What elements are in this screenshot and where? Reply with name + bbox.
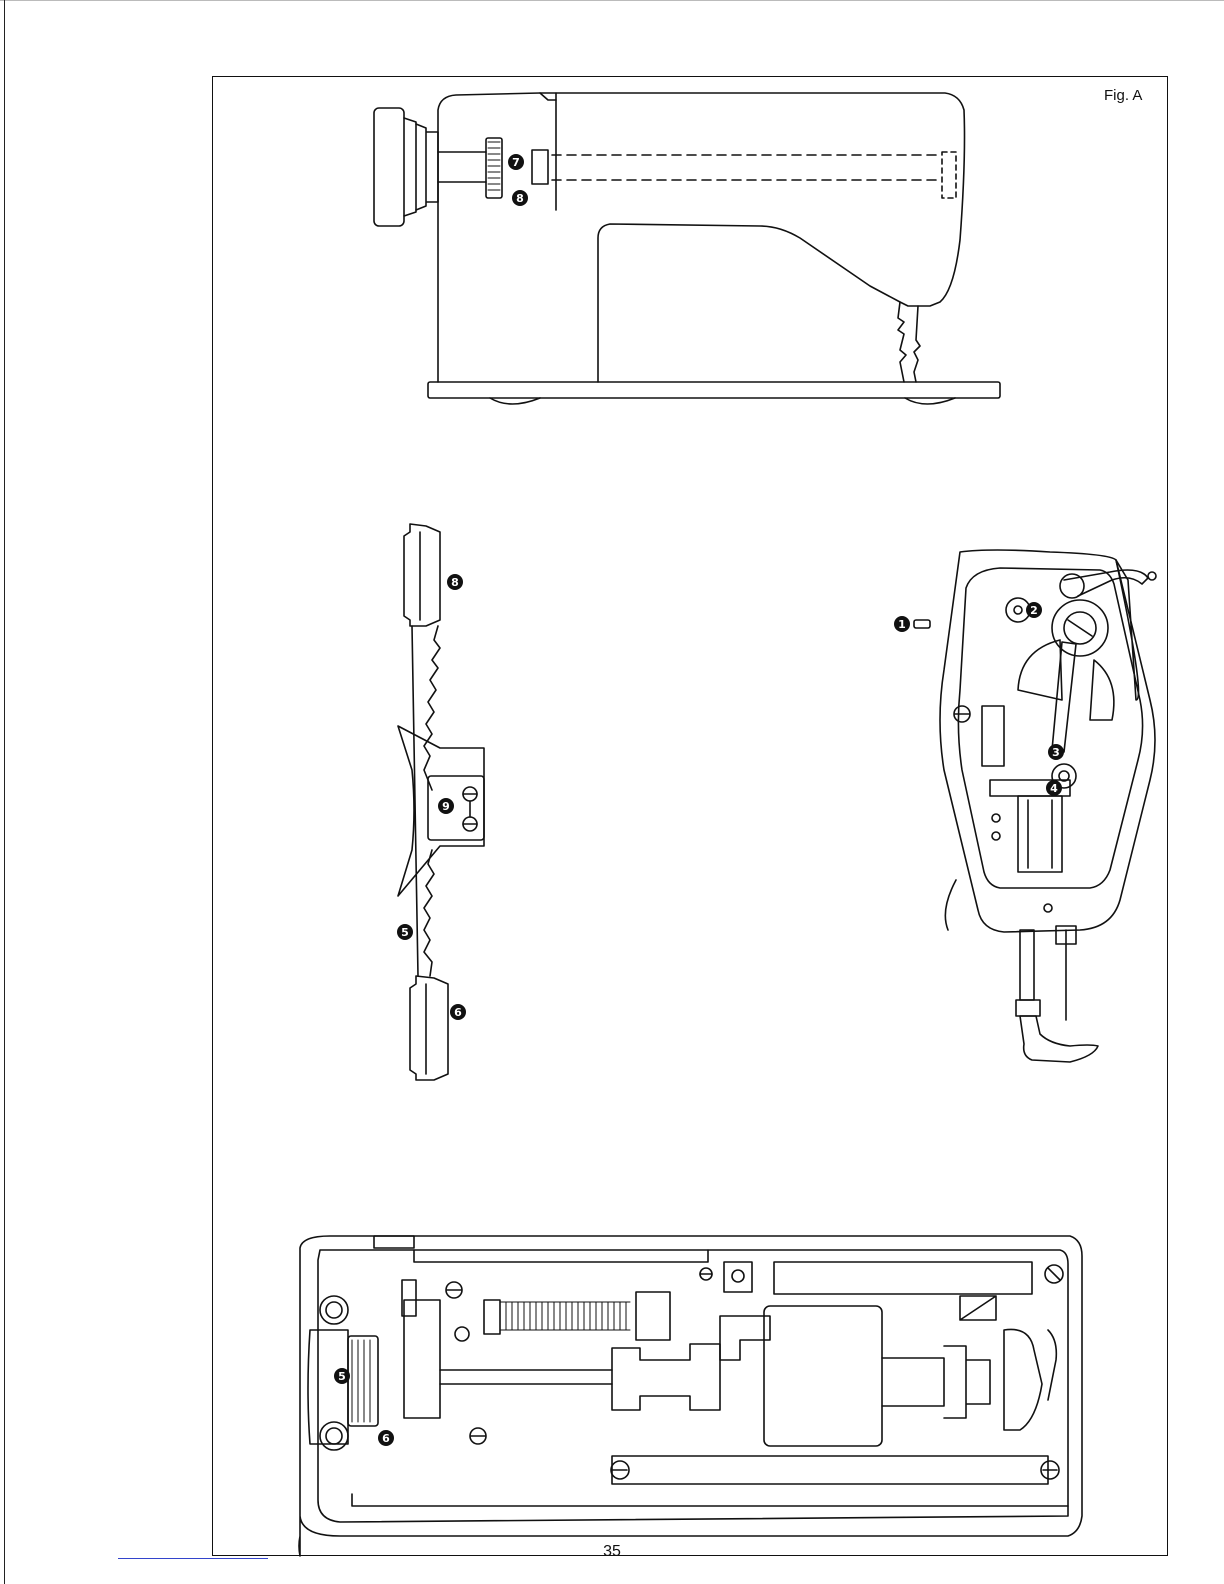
underside-hook-gear xyxy=(944,1346,990,1418)
head-take-up-hub-slot xyxy=(1068,620,1092,636)
callout-3 xyxy=(1048,744,1064,760)
underside-plate-right xyxy=(1048,1330,1056,1400)
callout-9 xyxy=(438,798,454,814)
side-bed-plate xyxy=(428,382,1000,398)
callout-8-belt xyxy=(447,574,463,590)
belt-upper-pulley xyxy=(404,524,440,626)
callout-9-label: 9 xyxy=(442,800,450,813)
head-front-view xyxy=(914,550,1156,1062)
callout-1 xyxy=(894,616,910,632)
side-shaft-collar xyxy=(532,150,548,184)
underside-bolt-lower-left xyxy=(320,1422,348,1450)
side-needle-bar xyxy=(898,302,906,382)
belt-adjust-plate xyxy=(428,776,484,840)
underside-screw-top-right-slot xyxy=(1048,1268,1060,1280)
side-bed-foot-left xyxy=(490,398,540,404)
underside-collar xyxy=(484,1300,500,1334)
callout-6-bed-label: 6 xyxy=(382,1432,390,1445)
callout-markers xyxy=(334,154,1064,1446)
callout-7 xyxy=(508,154,524,170)
head-presser-foot xyxy=(1020,1016,1098,1062)
side-timing-pulley xyxy=(486,138,502,198)
callout-1-label: 1 xyxy=(898,618,906,631)
callout-8-side-label: 8 xyxy=(516,192,524,205)
underside-small-block-screw xyxy=(732,1270,744,1282)
underside-bolt-lower-left-inner xyxy=(326,1428,342,1444)
underside-pulley-housing xyxy=(308,1330,348,1444)
page-number: 35 xyxy=(603,1543,621,1560)
removed-screw-1 xyxy=(914,620,930,628)
bed-underside-view xyxy=(299,1236,1082,1556)
side-bed-foot-right xyxy=(905,398,955,404)
underside-spring xyxy=(500,1302,630,1330)
belt-right-run-toothed xyxy=(424,626,440,976)
underside-feed-rock-shaft xyxy=(720,1316,770,1360)
underside-small-block xyxy=(724,1262,752,1292)
side-pulley-teeth xyxy=(488,142,500,190)
callout-4 xyxy=(1046,780,1062,796)
callout-6-belt xyxy=(450,1004,466,1020)
head-needle-clamp xyxy=(1016,1000,1040,1016)
callout-5-bed xyxy=(334,1368,350,1384)
underside-pivot-small xyxy=(455,1327,469,1341)
head-lower-slide xyxy=(1018,796,1062,872)
head-link-rod xyxy=(1052,642,1076,752)
underside-shuttle-bracket xyxy=(960,1296,996,1320)
belt-left-run xyxy=(412,626,418,976)
callout-8-side xyxy=(512,190,528,206)
underside-spring-block xyxy=(636,1292,670,1340)
underside-oil-reservoir xyxy=(764,1306,882,1446)
underside-pulley-teeth xyxy=(352,1340,370,1422)
callout-3-label: 3 xyxy=(1052,746,1060,759)
callout-5-belt-label: 5 xyxy=(401,926,409,939)
side-handwheel-rim xyxy=(404,118,416,216)
head-pivot-left-inner xyxy=(1014,606,1022,614)
machine-side-view xyxy=(374,93,1000,404)
underside-bolt-upper-left-inner xyxy=(326,1302,342,1318)
underside-rod-top xyxy=(774,1262,1032,1294)
underside-hook-assembly xyxy=(1004,1329,1042,1430)
underside-bottom-edge-rail xyxy=(352,1494,1068,1506)
underside-inner-rim xyxy=(318,1250,1068,1522)
callout-6-belt-label: 6 xyxy=(454,1006,462,1019)
footer-link-underline xyxy=(118,1558,268,1559)
side-crank-hidden xyxy=(942,152,956,198)
belt-lower-pulley xyxy=(410,976,448,1080)
head-cord xyxy=(945,880,956,930)
head-take-up-lever-eye xyxy=(1148,572,1156,580)
underside-rail-top xyxy=(414,1250,708,1262)
callout-2 xyxy=(1026,602,1042,618)
callout-8-belt-label: 8 xyxy=(451,576,459,589)
callout-7-label: 7 xyxy=(512,156,520,169)
underside-tab-left xyxy=(374,1236,414,1248)
side-handwheel-groove xyxy=(416,124,438,210)
underside-feed-cam xyxy=(612,1344,720,1410)
underside-hook-shaft xyxy=(882,1358,944,1406)
callout-2-label: 2 xyxy=(1030,604,1038,617)
head-presser-bar-block xyxy=(982,706,1004,766)
side-arm-body xyxy=(438,93,965,382)
underside-shaft-lower xyxy=(440,1370,612,1384)
head-face-plate-outline xyxy=(940,550,1155,932)
callout-5-belt xyxy=(397,924,413,940)
side-top-cover xyxy=(540,93,556,100)
head-face-plate-inner xyxy=(958,568,1142,888)
underside-rod-bottom xyxy=(612,1456,1048,1484)
head-face-bottom-hole xyxy=(1044,904,1052,912)
underside-bolt-upper-left xyxy=(320,1296,348,1324)
callout-4-label: 4 xyxy=(1050,782,1058,795)
figure-label: Fig. A xyxy=(1104,87,1143,104)
callout-5-bed-label: 5 xyxy=(338,1370,346,1383)
side-handwheel-face xyxy=(374,108,404,226)
side-presser-bar xyxy=(914,306,920,382)
head-small-screw xyxy=(992,814,1000,822)
head-needle-bar xyxy=(1020,930,1034,1000)
callout-6-bed xyxy=(378,1430,394,1446)
head-small-screw-2 xyxy=(992,832,1000,840)
underside-bracket xyxy=(404,1300,440,1418)
head-cover-flange xyxy=(1116,560,1139,700)
head-take-up-lever xyxy=(1064,570,1148,596)
